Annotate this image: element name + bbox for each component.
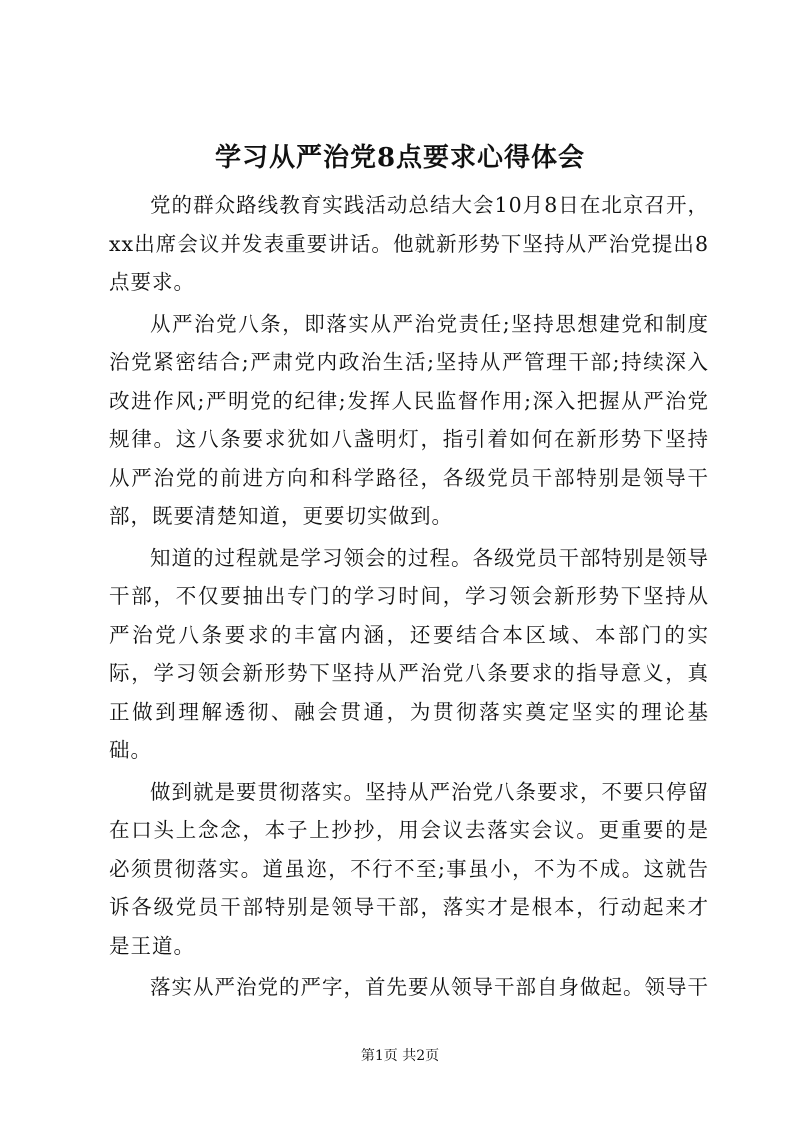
paragraph-1: 党的群众路线教育实践活动总结大会10月8日在北京召开，xx出席会议并发表重要讲话。他就新形势下坚持从严治党提出8点要求。 (109, 193, 709, 294)
paragraph-5: 落实从严治党的严字，首先要从领导干部自身做起。领导干 (150, 975, 709, 999)
paragraph-2: 从严治党八条，即落实从严治党责任;坚持思想建党和制度治党紧密结合;严肃党内政治生活;坚持从严管理干部;持续深入改进作风;严明党的纪律;发挥人民监督作用;深入把握从严治党规律。这八条要求犹如八盏明灯，指引着如何在新形势下坚持从严治党的前进方向和科学路径，各级党员干部特别是领导干部，既要清楚知道，更要切实做到。 (109, 311, 709, 528)
document-title: 学习从严治党8点要求心得体会 (214, 143, 586, 173)
page-number-footer: 第1页 共2页 (360, 1048, 440, 1064)
document-body (109, 186, 709, 1010)
paragraph-4: 做到就是要贯彻落实。坚持从严治党八条要求，不要只停留在口头上念念，本子上抄抄，用会议去落实会议。更重要的是必须贯彻落实。道虽迩，不行不至;事虽小，不为不成。这就告诉各级党员干部特别是领导干部，落实才是根本，行动起来才是王道。 (109, 779, 709, 958)
paragraph-3: 知道的过程就是学习领会的过程。各级党员干部特别是领导干部，不仅要抽出专门的学习时间，学习领会新形势下坚持从严治党八条要求的丰富内涵，还要结合本区域、本部门的实际，学习领会新形势下坚持从严治党八条要求的指导意义，真正做到理解透彻、融会贯通，为贯彻落实奠定坚实的理论基础。 (109, 545, 709, 762)
